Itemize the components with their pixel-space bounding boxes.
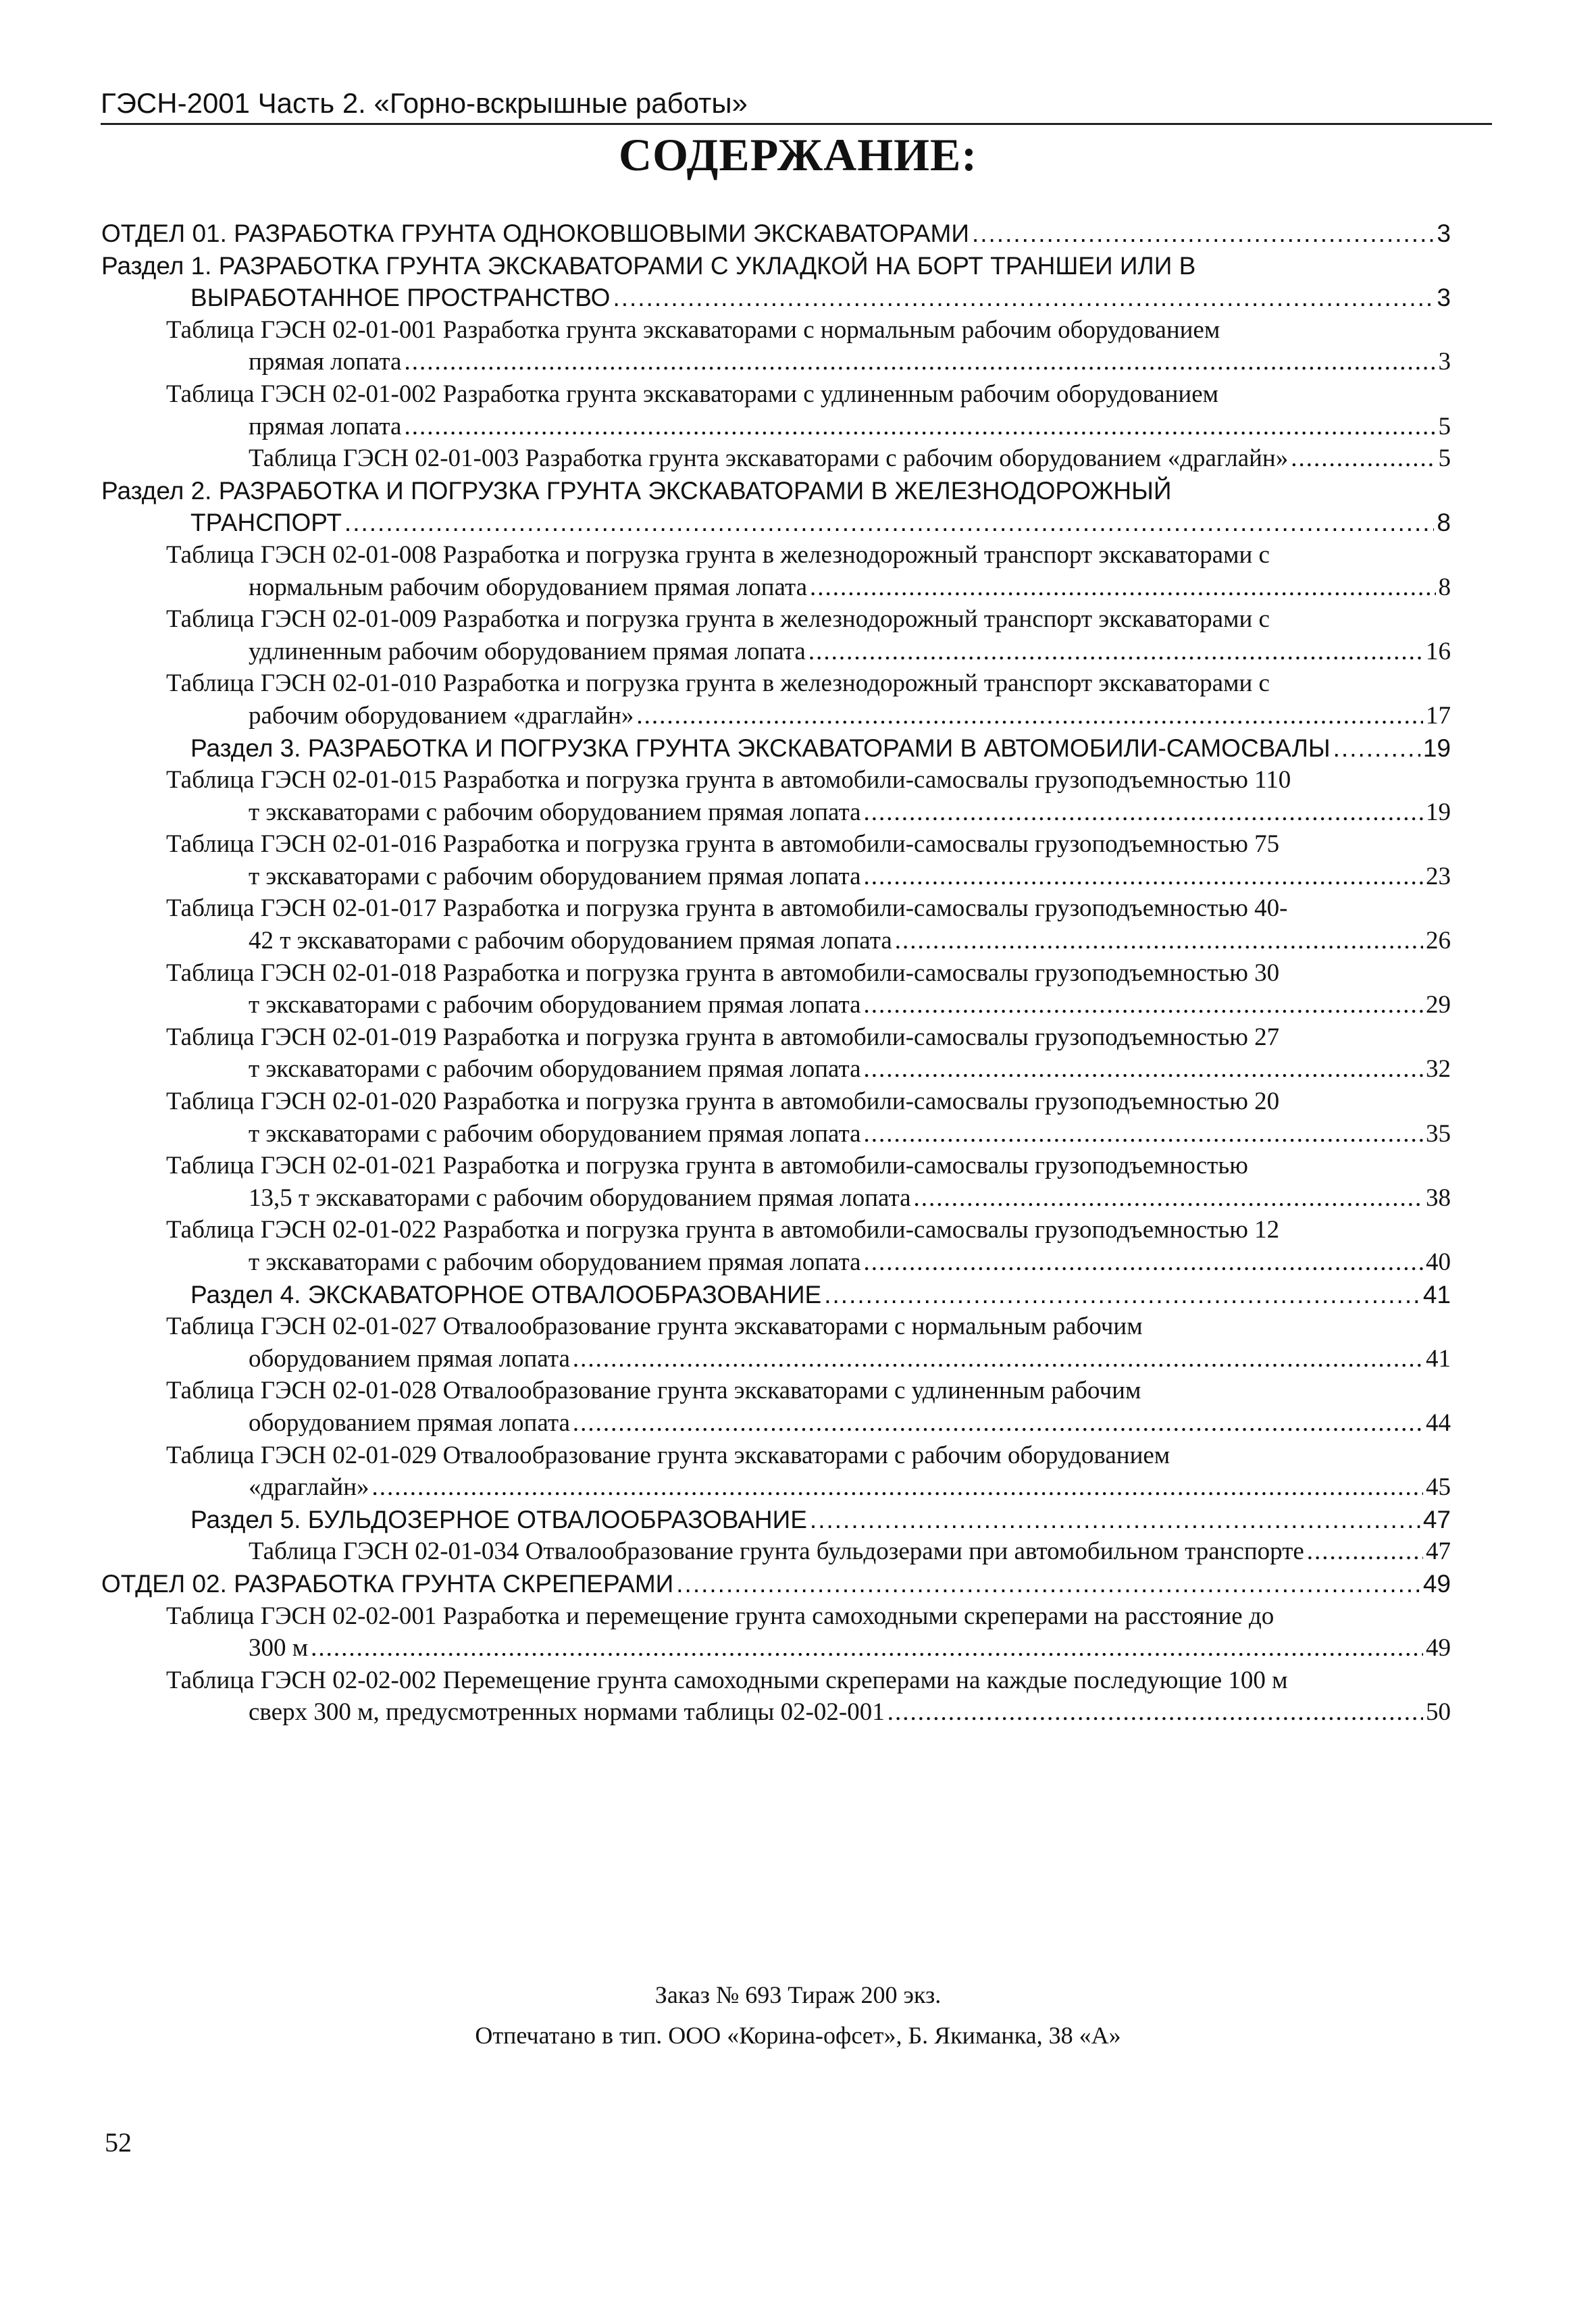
toc-entry[interactable] [101,1214,1451,1278]
toc-page-number: 41 [1426,1344,1451,1373]
toc-entry-title: Таблица ГЭСН 02-01-016 Разработка и погрузка грунта в автомобили-самосвалы грузоподъемностью 75 [166,830,1280,859]
toc-entry-text: ОТДЕЛ 01. РАЗРАБОТКА ГРУНТА ОДНОКОВШОВЫМИ ЭКСКАВАТОРАМИ [101,220,969,247]
toc-entry[interactable] [101,1664,1451,1729]
toc-entry[interactable] [101,1375,1451,1439]
toc-entry-text: оборудованием прямая лопата [249,1344,570,1373]
toc-entry-line [249,636,1451,668]
toc-entry-line [249,1407,1451,1440]
toc-entry-line [249,442,1451,475]
toc-entry[interactable] [101,1535,1451,1568]
toc-page-number: 41 [1422,1280,1451,1308]
dot-leader [810,1504,1420,1536]
toc-entry-text: удлиненным рабочим оборудованием прямая лопата [249,637,806,665]
toc-entry-text: Таблица ГЭСН 02-01-034 Отвалообразование грунта бульдозерами при автомобильном транспорте [249,1537,1304,1566]
running-header: ГЭСН-2001 Часть 2. «Горно-вскрышные работы» [101,86,1492,125]
toc-entry-title: Таблица ГЭСН 02-01-002 Разработка грунта экскаваторами с удлиненным рабочим оборудованием [166,380,1219,408]
toc-entry[interactable] [101,250,1451,314]
dot-leader [887,1696,1423,1729]
toc-entry-title: Таблица ГЭСН 02-02-002 Перемещение грунта самоходными скреперами на каждые последующие 100 м [166,1666,1288,1694]
dot-leader [1307,1535,1423,1568]
toc-page-number: 32 [1426,1055,1451,1084]
toc-entry-text: т экскаваторами с рабочим оборудованием прямая лопата [249,991,861,1019]
toc-page-number: 47 [1422,1505,1451,1533]
toc-entry[interactable] [101,1440,1451,1504]
toc-page-number: 45 [1426,1473,1451,1502]
dot-leader [573,1407,1423,1440]
toc-entry[interactable] [101,475,1451,539]
toc-entry[interactable] [101,1086,1451,1150]
toc-entry[interactable] [101,957,1451,1021]
toc-entry-text: «драглайн» [249,1473,369,1502]
toc-entry-title: Таблица ГЭСН 02-01-015 Разработка и погрузка грунта в автомобили-самосвалы грузоподъемностью 110 [166,766,1291,794]
imprint-printer-line: Отпечатано в тип. ООО «Корина-офсет», Б. Якиманка, 38 «А» [475,2022,1121,2049]
toc-entry[interactable] [101,218,1451,250]
toc-entry-text: оборудованием прямая лопата [249,1408,570,1437]
toc-entry-text: прямая лопата [249,412,402,440]
toc-entry-title: Таблица ГЭСН 02-01-029 Отвалообразование грунта экскаваторами с рабочим оборудованием [166,1441,1170,1469]
toc-entry-text: т экскаваторами с рабочим оборудованием прямая лопата [249,1055,861,1084]
toc-entry-line [249,925,1451,957]
dot-leader [864,796,1423,829]
dot-leader [1291,442,1435,475]
dot-leader [864,861,1423,893]
toc-entry-text: 300 м [249,1634,309,1662]
toc-entry-line [190,1279,1451,1311]
toc-entry-text: Раздел 5. БУЛЬДОЗЕРНОЕ ОТВАЛООБРАЗОВАНИЕ [190,1505,807,1533]
toc-entry-title: Таблица ГЭСН 02-01-018 Разработка и погрузка грунта в автомобили-самосвалы грузоподъемностью 30 [166,959,1280,987]
dot-leader [864,1246,1423,1279]
toc-entry[interactable] [101,442,1451,475]
toc-page-number: 3 [1437,220,1451,247]
toc-entry[interactable] [101,1150,1451,1214]
toc-page-number: 47 [1426,1537,1451,1566]
toc-page-number: 8 [1437,509,1451,537]
toc-page-number: 16 [1426,637,1451,665]
imprint-order-line: Заказ № 693 Тираж 200 экз. [654,1981,942,2008]
toc-page-number: 8 [1438,573,1451,601]
toc-entry-line [249,1343,1451,1375]
toc-entry-line [249,700,1451,732]
toc-entry-title: Таблица ГЭСН 02-01-022 Разработка и погрузка грунта в автомобили-самосвалы грузоподъемностью 12 [166,1216,1280,1244]
toc-entry-text: Раздел 4. ЭКСКАВАТОРНОЕ ОТВАЛООБРАЗОВАНИЕ [190,1280,822,1308]
toc-page-number: 5 [1438,444,1451,473]
dot-leader [972,218,1434,250]
dot-leader [864,1053,1423,1086]
toc-page-number: 29 [1426,991,1451,1019]
toc-entry-line [249,1118,1451,1150]
toc-entry-text: сверх 300 м, предусмотренных нормами таблицы 02-02-001 [249,1698,885,1727]
toc-entry-text: 42 т экскаваторами с рабочим оборудованием прямая лопата [249,927,892,955]
page-number: 52 [105,2127,132,2158]
toc-entry[interactable] [101,1311,1451,1375]
toc-entry-line [249,1696,1451,1729]
toc-entry-title: Таблица ГЭСН 02-01-019 Разработка и погрузка грунта в автомобили-самосвалы грузоподъемностью 27 [166,1023,1280,1051]
dot-leader [895,925,1423,957]
toc-entry-text: Раздел 3. РАЗРАБОТКА И ПОГРУЗКА ГРУНТА ЭКСКАВАТОРАМИ В АВТОМОБИЛИ-САМОСВАЛЫ [190,734,1331,762]
toc-page-number: 3 [1438,348,1451,376]
toc-entry-title: Таблица ГЭСН 02-01-001 Разработка грунта экскаваторами с нормальным рабочим оборудованием [166,315,1220,344]
toc-entry-text: т экскаваторами с рабочим оборудованием прямая лопата [249,1248,861,1276]
toc-page-number: 49 [1422,1569,1451,1598]
toc-page-number: 3 [1437,284,1451,312]
toc-entry[interactable] [101,539,1451,603]
toc-entry-text: рабочим оборудованием «драглайн» [249,701,634,730]
toc-entry-title: Раздел 1. РАЗРАБОТКА ГРУНТА ЭКСКАВАТОРАМИ С УКЛАДКОЙ НА БОРТ ТРАНШЕИ ИЛИ В [101,251,1196,280]
toc-entry-title: Таблица ГЭСН 02-01-020 Разработка и погрузка грунта в автомобили-самосвалы грузоподъемностью 20 [166,1088,1280,1116]
toc-page-number: 19 [1422,734,1451,762]
toc-entry-title: Таблица ГЭСН 02-01-028 Отвалообразование грунта экскаваторами с удлиненным рабочим [166,1377,1141,1405]
toc-entry-line [249,571,1451,604]
table-of-contents [101,218,1451,1729]
toc-page-number: 49 [1426,1634,1451,1662]
toc-entry-title: Таблица ГЭСН 02-01-008 Разработка и погрузка грунта в железнодорожный транспорт экскаваторами с [166,540,1270,569]
toc-entry-text: т экскаваторами с рабочим оборудованием прямая лопата [249,798,861,826]
toc-page-number: 26 [1426,927,1451,955]
dot-leader [404,411,1435,443]
toc-page-number: 40 [1426,1248,1451,1276]
toc-entry[interactable] [101,1279,1451,1311]
toc-entry-title: Раздел 2. РАЗРАБОТКА И ПОГРУЗКА ГРУНТА ЭКСКАВАТОРАМИ В ЖЕЛЕЗНОДОРОЖНЫЙ [101,476,1172,505]
toc-entry-line [249,989,1451,1021]
toc-entry-line [249,346,1451,378]
toc-entry-line [249,1632,1451,1664]
toc-entry-title: Таблица ГЭСН 02-01-027 Отвалообразование грунта экскаваторами с нормальным рабочим [166,1313,1143,1341]
toc-entry-line [249,1471,1451,1504]
toc-entry-text: т экскаваторами с рабочим оборудованием прямая лопата [249,1119,861,1148]
toc-page-number: 5 [1438,412,1451,440]
toc-entry-text: ТРАНСПОРТ [190,509,342,537]
toc-page-number: 44 [1426,1408,1451,1437]
toc-page-number: 17 [1426,701,1451,730]
toc-page-number: 19 [1426,798,1451,826]
dot-leader [808,636,1423,668]
toc-entry[interactable] [101,667,1451,732]
dot-leader [311,1632,1423,1664]
toc-entry-line [249,1182,1451,1215]
toc-entry-title: Таблица ГЭСН 02-01-021 Разработка и погрузка грунта в автомобили-самосвалы грузоподъемностью [166,1152,1248,1180]
dot-leader [613,282,1434,314]
toc-entry[interactable] [101,828,1451,892]
dot-leader [636,700,1423,732]
toc-entry-line [249,411,1451,443]
toc-page-number: 38 [1426,1184,1451,1212]
toc-entry-text: ВЫРАБОТАННОЕ ПРОСТРАНСТВО [190,284,611,312]
toc-entry-line [101,218,1451,250]
toc-entry-line [101,1568,1451,1600]
toc-entry[interactable] [101,764,1451,828]
dot-leader [1333,732,1420,765]
toc-entry-line [249,861,1451,893]
dot-leader [864,989,1423,1021]
toc-entry-title: Таблица ГЭСН 02-01-009 Разработка и погрузка грунта в железнодорожный транспорт экскаваторами с [166,605,1270,634]
dot-leader [372,1471,1423,1504]
toc-entry-text: прямая лопата [249,348,402,376]
toc-entry-text: 13,5 т экскаваторами с рабочим оборудованием прямая лопата [249,1184,911,1212]
toc-entry-title: Таблица ГЭСН 02-01-010 Разработка и погрузка грунта в железнодорожный транспорт экскаваторами с [166,669,1270,698]
toc-entry[interactable] [101,314,1451,378]
toc-entry-line [249,1535,1451,1568]
toc-entry-title: Таблица ГЭСН 02-02-001 Разработка и перемещение грунта самоходными скреперами на расстояние до [166,1602,1275,1630]
toc-entry[interactable] [101,892,1451,957]
toc-entry[interactable] [101,1504,1451,1536]
toc-entry[interactable] [101,1600,1451,1664]
toc-entry[interactable] [101,1021,1451,1086]
toc-entry-text: ОТДЕЛ 02. РАЗРАБОТКА ГРУНТА СКРЕПЕРАМИ [101,1569,674,1598]
toc-entry[interactable] [101,603,1451,667]
dot-leader [573,1343,1423,1375]
dot-leader [404,346,1435,378]
toc-page-number: 50 [1426,1698,1451,1727]
toc-entry-text: т экскаваторами с рабочим оборудованием прямая лопата [249,862,861,890]
toc-entry-line [190,282,1451,314]
dot-leader [810,571,1435,604]
dot-leader [914,1182,1423,1215]
dot-leader [864,1118,1423,1150]
toc-entry-title: Таблица ГЭСН 02-01-017 Разработка и погрузка грунта в автомобили-самосвалы грузоподъемностью 40- [166,894,1288,923]
dot-leader [676,1568,1420,1600]
toc-entry-text: нормальным рабочим оборудованием прямая лопата [249,573,808,601]
toc-entry-line [190,1504,1451,1536]
toc-entry[interactable] [101,732,1451,765]
toc-entry-line [249,796,1451,829]
dot-leader [824,1279,1420,1311]
dot-leader [344,507,1435,539]
page-title: СОДЕРЖАНИЕ: [618,129,978,180]
toc-entry-line [249,1246,1451,1279]
toc-entry[interactable] [101,1568,1451,1600]
toc-entry-line [190,507,1451,539]
toc-page-number: 35 [1426,1119,1451,1148]
toc-entry-line [190,732,1451,765]
toc-entry-text: Таблица ГЭСН 02-01-003 Разработка грунта экскаваторами с рабочим оборудованием «драглайн» [249,444,1289,473]
toc-entry-line [249,1053,1451,1086]
toc-page-number: 23 [1426,862,1451,890]
toc-entry[interactable] [101,378,1451,442]
